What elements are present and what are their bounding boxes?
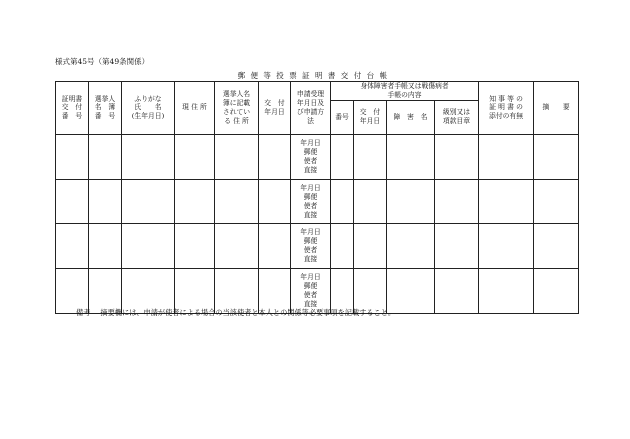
request-method-line: 使者	[303, 291, 318, 300]
header-row-1	[56, 82, 579, 101]
table-row	[56, 269, 579, 314]
request-method-options	[291, 273, 330, 309]
table-cell	[387, 179, 435, 224]
header-disability-name: 障 害 名	[387, 100, 435, 134]
request-method-line: 郵便	[303, 282, 318, 291]
table-cell	[122, 224, 175, 269]
ledger-title: 郵便等投票証明書交付台帳	[237, 71, 393, 80]
header-request-receipt: 申請受理 年月日及 び申請方 法	[291, 82, 331, 135]
table-cell	[354, 134, 387, 179]
table-cell	[331, 224, 354, 269]
table-cell	[534, 179, 579, 224]
table-cell	[354, 179, 387, 224]
header-governor-cert: 知 事 等 の 証 明 書 の 添付の有無	[479, 82, 534, 135]
request-method-options	[291, 228, 330, 264]
ledger-body	[56, 82, 579, 314]
table-cell	[89, 179, 122, 224]
request-method-line: 郵便	[303, 237, 318, 246]
table-cell	[479, 224, 534, 269]
table-cell	[175, 269, 215, 314]
header-handbook-number: 番号	[331, 100, 354, 134]
table-cell	[387, 224, 435, 269]
table-row	[56, 224, 579, 269]
header-certificate-number: 証明書 交 付 番 号	[56, 82, 89, 135]
table-cell	[122, 179, 175, 224]
table-cell	[259, 269, 291, 314]
table-cell	[479, 179, 534, 224]
header-grade-or-item: 級別又は 項款目章	[435, 100, 479, 134]
request-method-line: 年月日	[300, 228, 321, 237]
table-cell	[534, 134, 579, 179]
footnote-label: 備考	[76, 308, 91, 317]
table-cell	[215, 179, 259, 224]
request-method-line: 郵便	[303, 147, 318, 156]
table-cell	[331, 134, 354, 179]
header-elector-number: 選挙人 名 簿 番 号	[89, 82, 122, 135]
request-method-cell	[291, 134, 331, 179]
header-issue-date: 交 付 年月日	[259, 82, 291, 135]
table-cell	[435, 134, 479, 179]
request-method-line: 直接	[303, 300, 318, 309]
request-method-line: 年月日	[300, 273, 321, 282]
table-cell	[122, 269, 175, 314]
table-cell	[89, 269, 122, 314]
header-remarks: 摘 要	[534, 82, 579, 135]
request-method-options	[291, 139, 330, 175]
table-cell	[175, 134, 215, 179]
request-method-line: 使者	[303, 246, 318, 255]
request-method-line: 年月日	[300, 138, 321, 147]
footnote-text: 摘要欄には、申請が使者による場合の当該使者と本人との関係等必要事項を記載すること。	[100, 308, 396, 317]
header-handbook-issue-date: 交 付 年月日	[354, 100, 387, 134]
request-method-options	[291, 184, 330, 220]
table-cell	[534, 224, 579, 269]
request-method-cell	[291, 224, 331, 269]
table-cell	[215, 269, 259, 314]
table-cell	[435, 269, 479, 314]
header-furigana-name-birth: ふりがな 氏 名 (生年月日)	[122, 82, 175, 135]
request-method-line: 年月日	[300, 183, 321, 192]
table-cell	[479, 134, 534, 179]
table-cell	[435, 224, 479, 269]
ledger-table	[55, 81, 579, 314]
table-cell	[354, 269, 387, 314]
header-handbook-group: 身体障害者手帳又は戦傷病者 手帳の内容	[331, 82, 479, 101]
table-cell	[435, 179, 479, 224]
request-method-line: 直接	[303, 210, 318, 219]
request-method-line: 直接	[303, 165, 318, 174]
table-cell	[56, 179, 89, 224]
request-method-line: 直接	[303, 255, 318, 264]
table-cell	[259, 179, 291, 224]
table-cell	[215, 224, 259, 269]
table-cell	[89, 134, 122, 179]
table-cell	[387, 269, 435, 314]
request-method-line: 使者	[303, 156, 318, 165]
table-cell	[175, 224, 215, 269]
table-cell	[354, 224, 387, 269]
table-cell	[479, 269, 534, 314]
request-method-line: 使者	[303, 201, 318, 210]
table-row	[56, 179, 579, 224]
form-id: 様式第45号（第49条関係）	[55, 57, 150, 66]
table-row	[56, 134, 579, 179]
request-method-cell	[291, 269, 331, 314]
table-cell	[56, 269, 89, 314]
table-cell	[331, 269, 354, 314]
footnote	[76, 308, 395, 318]
table-cell	[215, 134, 259, 179]
table-cell	[56, 134, 89, 179]
request-method-cell	[291, 179, 331, 224]
table-cell	[331, 179, 354, 224]
table-cell	[89, 224, 122, 269]
table-cell	[122, 134, 175, 179]
table-cell	[534, 269, 579, 314]
request-method-line: 郵便	[303, 192, 318, 201]
header-current-address: 現 住 所	[175, 82, 215, 135]
table-cell	[259, 134, 291, 179]
table-cell	[56, 224, 89, 269]
header-registry-address: 選挙人名 簿に記載 されてい る 住 所	[215, 82, 259, 135]
table-cell	[387, 134, 435, 179]
table-cell	[175, 179, 215, 224]
table-cell	[259, 224, 291, 269]
